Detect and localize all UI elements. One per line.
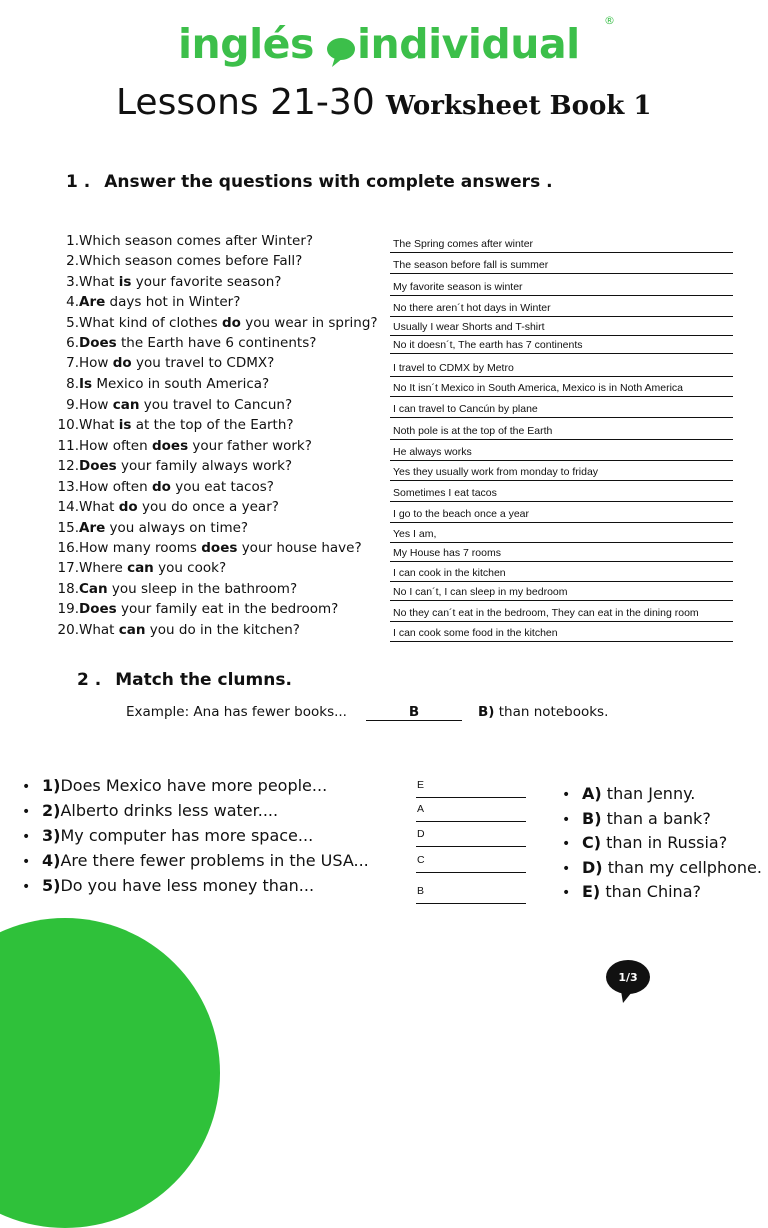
question-number: 16.: [57, 540, 79, 556]
question-text: your favorite season?: [131, 274, 282, 290]
answer-text: Usually I wear Shorts and T-shirt: [393, 321, 545, 333]
question-text: What: [79, 622, 119, 638]
question-text: Where: [79, 560, 128, 576]
match-left-text: Alberto drinks less water....: [60, 801, 279, 820]
question-keyword: can: [112, 397, 140, 413]
question-keyword: does: [201, 540, 238, 556]
bullet-icon: •: [562, 787, 571, 803]
match-right-item: [562, 833, 727, 855]
question-row: [40, 253, 390, 273]
question-text: you do in the kitchen?: [145, 622, 300, 638]
green-corner-decoration: [0, 918, 220, 1228]
match-answer-line: [416, 779, 526, 798]
match-right-letter: A): [582, 784, 602, 803]
brand-logo: [178, 14, 618, 76]
match-right-item: [562, 809, 711, 831]
question-number: 19.: [57, 601, 79, 617]
question-keyword: is: [118, 274, 132, 290]
match-answer-line: [416, 885, 526, 904]
answer-line: [390, 481, 733, 502]
answer-text: No I can´t, I can sleep in my bedroom: [393, 586, 568, 598]
question-text: your house have?: [237, 540, 362, 556]
answer-text: No It isn´t Mexico in South America, Mexico is in Noth America: [393, 382, 684, 394]
match-left-number: 3): [42, 826, 61, 845]
question-text: Which season comes after Winter?: [79, 233, 314, 249]
answer-text: My favorite season is winter: [393, 281, 523, 293]
match-answer-text: E: [417, 779, 425, 791]
answer-text: I go to the beach once a year: [393, 508, 530, 520]
bullet-icon: •: [22, 829, 31, 845]
answer-text: He always works: [393, 446, 472, 458]
question-number: 8.: [66, 376, 79, 392]
question-keyword: do: [151, 479, 171, 495]
page-indicator-badge: [605, 958, 651, 1004]
question-keyword: can: [118, 622, 146, 638]
question-number: 20.: [57, 622, 79, 638]
question-keyword: Are: [79, 520, 106, 536]
question-text: you always on time?: [105, 520, 249, 536]
bullet-icon: •: [22, 779, 31, 795]
question-row: [40, 315, 390, 335]
question-text: you cook?: [153, 560, 227, 576]
question-text: you travel to CDMX?: [131, 355, 275, 371]
answer-text: No it doesn´t, The earth has 7 continents: [393, 339, 583, 351]
match-left-text: Do you have less money than...: [60, 876, 315, 895]
bullet-icon: •: [562, 860, 571, 877]
match-right-text: than in Russia?: [606, 833, 728, 852]
worksheet-name: Worksheet Book 1: [385, 91, 652, 121]
question-row: [40, 355, 390, 375]
question-number: 13.: [57, 479, 79, 495]
question-text: your father work?: [188, 438, 312, 454]
match-answer-line: [416, 854, 526, 873]
question-text: you wear in spring?: [240, 315, 378, 331]
lessons-range: Lessons 21-30: [116, 82, 375, 123]
bullet-icon: •: [562, 836, 571, 852]
question-text: you do once a year?: [137, 499, 279, 515]
question-row: [40, 274, 390, 294]
question-number: 15.: [57, 520, 79, 536]
section-1-title: Answer the questions with complete answers .: [104, 172, 553, 192]
answer-text: I can travel to Cancún by plane: [393, 403, 538, 415]
question-row: [40, 417, 390, 437]
answer-line: [390, 397, 733, 418]
answer-line: [390, 376, 733, 397]
question-number: 10.: [57, 417, 79, 433]
section-1-heading: [66, 172, 553, 192]
question-text: your family always work?: [116, 458, 293, 474]
question-text: What: [79, 499, 119, 515]
match-left-text: My computer has more space...: [60, 826, 314, 845]
match-left-number: 4): [42, 851, 61, 870]
answer-text: The Spring comes after winter: [393, 238, 534, 250]
registered-mark: ®: [604, 14, 615, 27]
question-text: you travel to Cancun?: [139, 397, 293, 413]
example-option-text: than notebooks.: [494, 704, 609, 720]
question-text: Mexico in south America?: [92, 376, 270, 392]
question-row: [40, 560, 390, 580]
question-keyword: Does: [79, 601, 117, 617]
question-row: [40, 479, 390, 499]
match-left-item: [22, 876, 314, 898]
question-row: [40, 581, 390, 601]
question-text: How often: [79, 479, 152, 495]
match-left-item: [22, 776, 327, 798]
question-text: the Earth have 6 continents?: [116, 335, 317, 351]
match-right-letter: C): [582, 833, 602, 852]
question-keyword: Does: [79, 335, 117, 351]
answer-text: Noth pole is at the top of the Earth: [393, 425, 553, 437]
question-number: 5.: [66, 315, 79, 331]
answer-text: My House has 7 rooms: [393, 547, 501, 559]
question-keyword: can: [127, 560, 154, 576]
example-text: Example: Ana has fewer books...: [126, 704, 347, 720]
question-row: [40, 335, 390, 355]
match-right-letter: B): [582, 808, 602, 828]
answer-text: I travel to CDMX by Metro: [393, 362, 514, 374]
example-answer: B: [366, 704, 462, 721]
page-title: [116, 82, 651, 123]
question-text: How: [79, 355, 113, 371]
answer-line: [390, 601, 733, 622]
question-text: What: [79, 417, 119, 433]
match-right-text: than a bank?: [606, 808, 711, 828]
bullet-icon: •: [562, 885, 571, 901]
question-row: [40, 499, 390, 519]
answer-line: [390, 541, 733, 562]
example-option-letter: B): [478, 704, 495, 720]
question-keyword: Can: [79, 581, 108, 597]
example-option: [478, 704, 608, 720]
question-row: [40, 438, 390, 458]
question-row: [40, 397, 390, 417]
match-answer-text: C: [417, 854, 425, 866]
match-answer-line: [416, 803, 526, 822]
answer-text: No there aren´t hot days in Winter: [393, 302, 551, 314]
match-answer-text: B: [417, 885, 425, 897]
answer-line: [390, 232, 733, 253]
question-keyword: Is: [79, 376, 93, 392]
question-row: [40, 520, 390, 540]
answer-text: Sometimes I eat tacos: [393, 487, 497, 499]
question-text: Which season comes before Fall?: [79, 253, 303, 269]
match-right-text: than Jenny.: [606, 784, 696, 803]
question-number: 6.: [66, 335, 79, 351]
section-1-number: 1 .: [66, 172, 91, 192]
question-number: 12.: [57, 458, 79, 474]
question-text: days hot in Winter?: [105, 294, 241, 310]
question-keyword: do: [221, 315, 241, 331]
question-number: 1.: [66, 233, 79, 249]
match-left-number: 1): [42, 776, 61, 795]
answer-line: [390, 253, 733, 274]
answer-line: [390, 356, 733, 377]
answer-line: [390, 440, 733, 461]
match-right-item: [562, 882, 701, 904]
question-number: 9.: [66, 397, 79, 413]
match-right-item: [562, 784, 695, 806]
match-left-item: [22, 801, 278, 823]
match-right-letter: D): [582, 857, 603, 877]
answer-text: The season before fall is summer: [393, 259, 549, 271]
bullet-icon: •: [562, 811, 571, 828]
match-right-letter: E): [582, 882, 601, 901]
match-right-text: than my cellphone.: [607, 857, 762, 877]
section-2-number: 2 .: [77, 670, 102, 690]
answer-text: I can cook some food in the kitchen: [393, 627, 558, 639]
question-text: you sleep in the bathroom?: [107, 581, 298, 597]
answer-text: Yes they usually work from monday to friday: [393, 466, 599, 478]
question-text: How often: [79, 438, 152, 454]
match-right-item: [562, 858, 762, 880]
section-2-title: Match the clumns.: [115, 670, 292, 690]
question-row: [40, 458, 390, 478]
match-left-item: [22, 851, 369, 873]
match-answer-text: A: [417, 803, 425, 815]
question-keyword: Does: [79, 458, 117, 474]
bullet-icon: •: [22, 854, 31, 870]
question-row: [40, 294, 390, 314]
answer-line: [390, 522, 733, 543]
question-row: [40, 622, 390, 642]
question-text: What: [79, 274, 119, 290]
answer-line: [390, 460, 733, 481]
speech-bubble-icon: [326, 36, 356, 68]
section-2-heading: [77, 670, 292, 690]
answer-line: [390, 561, 733, 582]
question-keyword: do: [118, 499, 138, 515]
question-keyword: do: [112, 355, 132, 371]
question-number: 4.: [66, 294, 79, 310]
page-indicator-text: 1/3: [618, 971, 638, 984]
match-answer-line: [416, 828, 526, 847]
question-text: How many rooms: [79, 540, 202, 556]
question-text: What kind of clothes: [79, 315, 222, 331]
question-keyword: does: [151, 438, 189, 454]
answer-text: I can cook in the kitchen: [393, 567, 506, 579]
match-left-number: 2): [42, 801, 61, 820]
answer-line: [390, 502, 733, 523]
question-row: [40, 540, 390, 560]
question-row: [40, 601, 390, 621]
question-text: at the top of the Earth?: [131, 417, 294, 433]
question-text: you eat tacos?: [170, 479, 274, 495]
match-answer-text: D: [417, 828, 425, 840]
question-number: 11.: [57, 438, 79, 454]
answer-line: [390, 333, 733, 354]
bullet-icon: •: [22, 879, 31, 895]
question-number: 3.: [66, 274, 79, 290]
question-text: How: [79, 397, 113, 413]
question-number: 17.: [57, 560, 79, 576]
question-row: [40, 376, 390, 396]
logo-word-individual: individual: [357, 20, 580, 68]
question-keyword: Are: [79, 294, 106, 310]
answer-text: No they can´t eat in the bedroom, They can eat in the dining room: [393, 607, 699, 619]
answer-line: [390, 580, 733, 601]
answer-text: Yes I am,: [393, 528, 437, 540]
match-right-text: than China?: [605, 882, 701, 901]
answer-line: [390, 621, 733, 642]
question-keyword: is: [118, 417, 132, 433]
bullet-icon: •: [22, 804, 31, 820]
example-row: [126, 704, 609, 720]
answer-line: [390, 296, 733, 317]
question-number: 2.: [66, 253, 79, 269]
match-left-number: 5): [42, 876, 61, 895]
answer-line: [390, 419, 733, 440]
answer-line: [390, 275, 733, 296]
question-number: 7.: [66, 355, 79, 371]
question-row: [40, 233, 390, 253]
logo-word-ingles: inglés: [178, 20, 314, 68]
match-left-text: Does Mexico have more people...: [60, 776, 328, 795]
match-left-item: [22, 826, 313, 848]
match-left-text: Are there fewer problems in the USA...: [60, 851, 369, 870]
question-number: 14.: [57, 499, 79, 515]
question-text: your family eat in the bedroom?: [116, 601, 339, 617]
question-number: 18.: [57, 581, 79, 597]
